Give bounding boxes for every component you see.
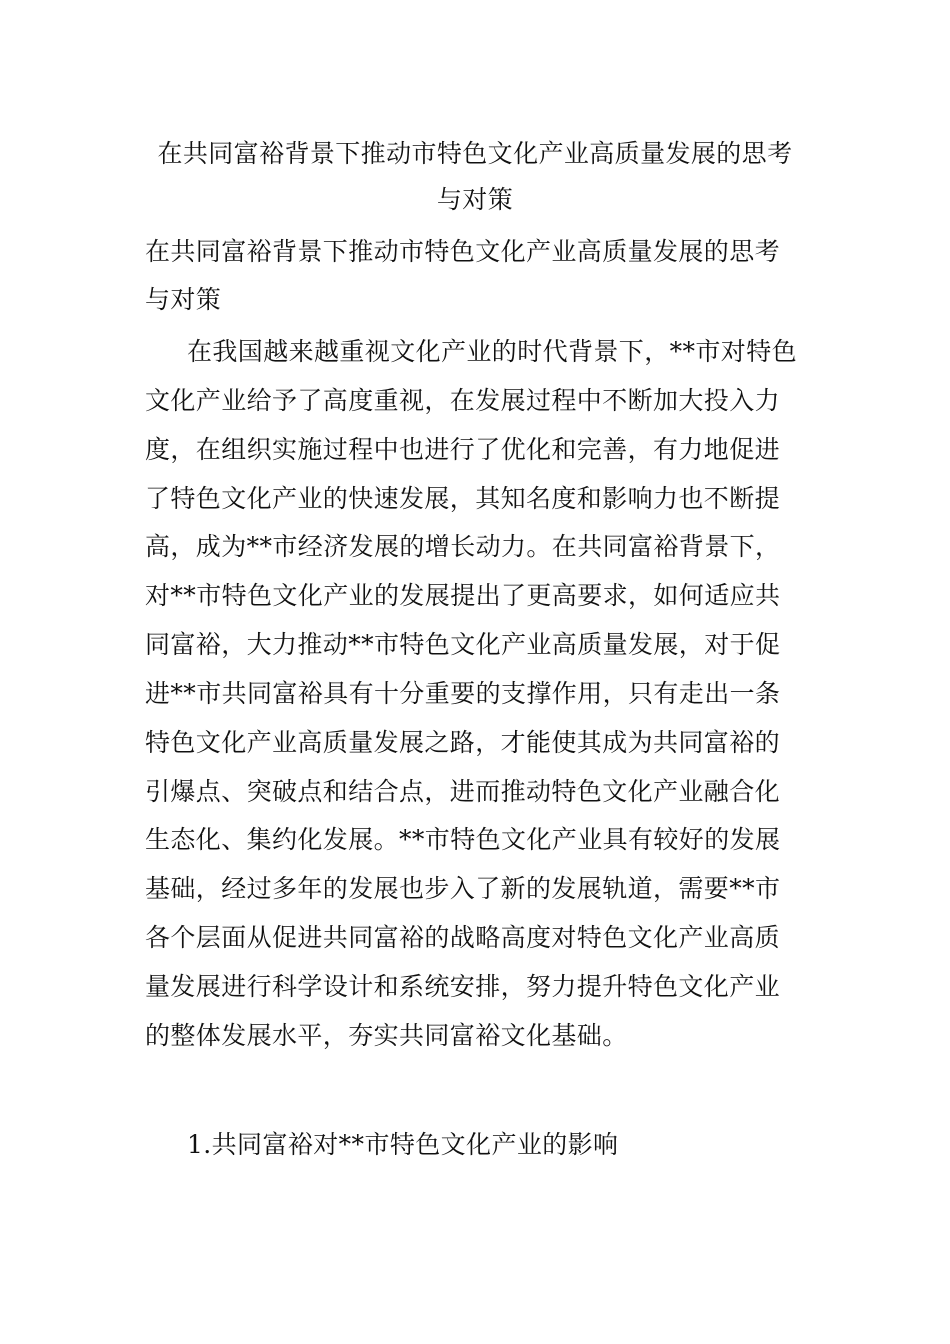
paragraph-line: 同富裕，大力推动**市特色文化产业高质量发展，对于促 — [145, 630, 781, 660]
paragraph-line: 对**市特色文化产业的发展提出了更高要求，如何适应共 — [145, 581, 781, 611]
paragraph-line: 的整体发展水平，夯实共同富裕文化基础。 — [145, 1020, 628, 1050]
section-heading: 1.共同富裕对**市特色文化产业的影响 — [187, 1130, 619, 1159]
paragraph-line: 生态化、集约化发展。**市特色文化产业具有较好的发展 — [145, 825, 781, 855]
title-line-1: 在共同富裕背景下推动市特色文化产业高质量发展的思考 — [157, 139, 793, 168]
paragraph-line: 基础，经过多年的发展也步入了新的发展轨道，需要**市 — [145, 874, 781, 904]
subtitle-line-1: 在共同富裕背景下推动市特色文化产业高质量发展的思考 — [145, 237, 781, 266]
paragraph-line: 了特色文化产业的快速发展，其知名度和影响力也不断提 — [145, 483, 781, 513]
paragraph-line: 量发展进行科学设计和系统安排，努力提升特色文化产业 — [145, 971, 781, 1001]
document-subtitle — [145, 228, 815, 324]
document-title — [145, 131, 805, 223]
subtitle-line-2: 与对策 — [145, 285, 222, 314]
paragraph-line: 文化产业给予了高度重视，在发展过程中不断加大投入力 — [145, 385, 781, 415]
paragraph-line: 引爆点、突破点和结合点，进而推动特色文化产业融合化 — [145, 776, 781, 806]
paragraph-line: 特色文化产业高质量发展之路，才能使其成为共同富裕的 — [145, 727, 781, 757]
paragraph-line: 各个层面从促进共同富裕的战略高度对特色文化产业高质 — [145, 923, 781, 953]
paragraph-line: 度，在组织实施过程中也进行了优化和完善，有力地促进 — [145, 434, 781, 464]
paragraph-line: 进**市共同富裕具有十分重要的支撑作用，只有走出一条 — [145, 678, 781, 708]
paragraph-line: 在我国越来越重视文化产业的时代背景下，**市对特色 — [187, 337, 798, 366]
intro-paragraph — [145, 328, 815, 1061]
title-line-2: 与对策 — [436, 185, 514, 214]
paragraph-line: 高，成为**市经济发展的增长动力。在共同富裕背景下， — [145, 532, 781, 562]
